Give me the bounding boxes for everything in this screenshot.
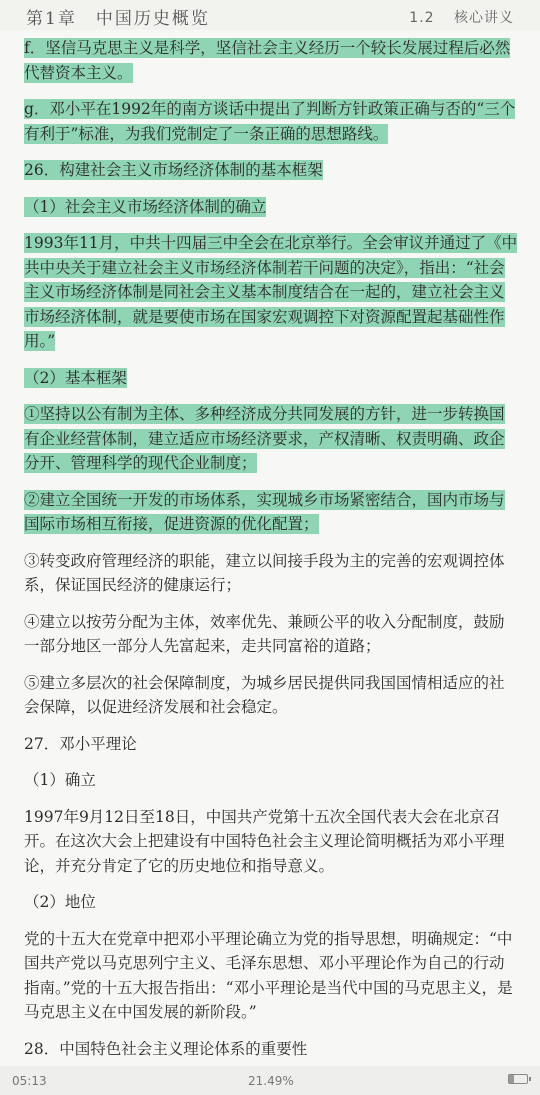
battery-level [509,1075,514,1083]
highlighted-text: （2）基本框架 [24,368,127,387]
paragraph[interactable] [24,610,518,659]
reader-header [0,0,540,30]
paragraph[interactable] [24,671,518,720]
paragraph-text: 28．中国特色社会主义理论体系的重要性 [24,1039,308,1058]
paragraph[interactable] [24,366,518,391]
highlighted-text: （1）社会主义市场经济体制的确立 [24,197,267,216]
paragraph[interactable] [24,927,518,1025]
paragraph[interactable] [24,402,518,476]
paragraph[interactable] [24,231,518,354]
paragraph[interactable] [24,488,518,537]
highlighted-text: ①坚持以公有制为主体、多种经济成分共同发展的方针，进一步转换国有企业经营体制，建立适应市场经济要求，产权清晰、权责明确、政企分开、管理科学的现代企业制度； [24,405,505,472]
paragraph-text: 27．邓小平理论 [24,734,137,753]
paragraph[interactable] [24,97,518,146]
paragraph[interactable] [24,1037,518,1062]
highlighted-text: g．邓小平在1992年的南方谈话中提出了判断方针政策正确与否的“三个有利于”标准，为我们党制定了一条正确的思想路线。 [24,100,516,143]
section-heading [409,7,514,27]
paragraph[interactable] [24,768,518,793]
clock-time: 05:13 [12,1074,47,1088]
paragraph-text: （2）地位 [24,893,96,911]
paragraph[interactable] [24,890,518,915]
paragraph-text: 党的十五大在党章中把邓小平理论确立为党的指导思想，明确规定：“中国共产党以马克思列宁主义、毛泽东思想、邓小平理论作为自己的行动指南。”党的十五大报告指出：“邓小平理论是当代中国的马克思主义，是马克思主义在中国发展的新阶段。” [24,929,513,1021]
paragraph-text: 1997年9月12日至18日，中国共产党第十五次全国代表大会在北京召开。在这次大会上把建设有中国特色社会主义理论简明概括为邓小平理论，并充分肯定了它的历史地位和指导意义。 [24,807,505,875]
section-title: 核心讲义 [454,10,514,26]
battery-icon [508,1074,528,1084]
reading-progress: 21.49% [248,1074,294,1088]
paragraph-text: ⑤建立多层次的社会保障制度，为城乡居民提供同我国国情相适应的社会保障，以促进经济发展和社会稳定。 [24,673,505,716]
paragraph-text: （1）确立 [24,771,96,789]
paragraph[interactable] [24,158,518,183]
reader-footer [0,1066,540,1095]
highlighted-text: 26．构建社会主义市场经济体制的基本框架 [24,161,323,179]
paragraph[interactable] [24,732,518,757]
paragraph-text: ③转变政府管理经济的职能，建立以间接手段为主的完善的宏观调控体系，保证国民经济的健康运行； [24,551,505,594]
reader-content[interactable] [24,36,518,1073]
paragraph[interactable] [24,549,518,598]
chapter-title: 第1章 中国历史概览 [26,9,210,29]
paragraph[interactable] [24,805,518,879]
section-number: 1.2 [409,10,435,26]
paragraph[interactable] [24,36,518,85]
highlighted-text: 1993年11月，中共十四届三中全会在北京举行。全会审议并通过了《中共中央关于建立社会主义市场经济体制若干问题的决定》，指出：“社会主义市场经济体制是同社会主义基本制度结合在一起的，建立社会主义市场经济体制，就是要使市场在国家宏观调控下对资源配置起基础性作用。” [24,234,518,350]
paragraph-text: ④建立以按劳分配为主体，效率优先、兼顾公平的收入分配制度，鼓励一部分地区一部分人先富起来，走共同富裕的道路； [24,612,505,655]
paragraph[interactable] [24,195,518,220]
highlighted-text: ②建立全国统一开发的市场体系，实现城乡市场紧密结合，国内市场与国际市场相互衔接，促进资源的优化配置； [24,490,505,533]
highlighted-text: f．坚信马克思主义是科学，坚信社会主义经历一个较长发展过程后必然代替资本主义。 [24,39,511,82]
